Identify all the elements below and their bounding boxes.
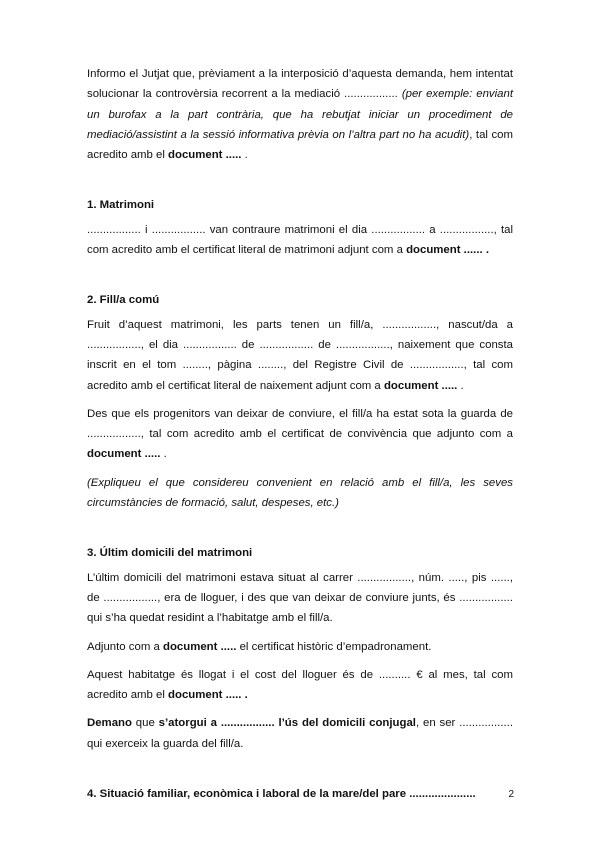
matrimoni-text: ................. i ................. van contraure matrimoni el dia ................. a ................., tal com acredito amb el certificat literal de matrimoni adjunt com a [87, 223, 513, 257]
domicili-text-4a: que [131, 717, 159, 730]
domicili-document-ref-2: document ..... [162, 640, 237, 653]
domicili-paragraph-1: L’últim domicili del matrimoni estava situat al carrer ................., núm. ....., pis ......, de ................., era de lloguer, i des que van deixar de conviure junts, és ................. qui s’ha quedat residint a l’habitatge amb el fill/a. [87, 571, 513, 625]
intro-example-note: (per exemple: enviant un burofax a la part contrària, que ha rebutjat iniciar un procediment de mediació/assistint a la sessió informativa prèvia on l’altra part no ha acudit) [87, 88, 513, 141]
fill-paragraph-1 [87, 315, 513, 396]
domicili-paragraph-4 [87, 713, 513, 754]
intro-text-cont: , tal com acredito amb el [87, 128, 513, 162]
document-body [87, 64, 513, 808]
fill-paragraph-2 [87, 404, 513, 465]
fill-text-1: Fruit d’aquest matrimoni, les parts tenen un fill/a, ................., nascut/da a ................., el dia ................. de ................. de ................., naixement que consta inscrit en el tom ........, pàgina ........, del Registre Civil de ................., tal com acredito amb el certificat literal de naixement adjunt com a [87, 318, 513, 392]
intro-document-ref: document ..... [168, 149, 245, 162]
domicili-request: s’atorgui a ................. l’ús del domicili conjugal [158, 717, 416, 730]
fill-text-2: Des que els progenitors van deixar de conviure, el fill/a ha estat sota la guarda de ................., tal com acredito amb el certificat de convivència que adjunto com a [87, 407, 513, 441]
section-heading-situacio: 4. Situació familiar, econòmica i laboral de la mare/del pare ..................... [87, 788, 476, 801]
section-heading-fill: 2. Fill/a comú [87, 294, 160, 307]
intro-end: . [244, 149, 248, 162]
domicili-text-4b: , en ser ................. qui exerceix la guarda del fill/a. [87, 717, 514, 750]
matrimoni-document-ref: document ...... . [406, 244, 489, 257]
fill-document-ref-1: document ..... [383, 379, 461, 392]
page-number: 2 [508, 789, 514, 800]
domicili-text-2b: el certificat històric d’empadronament. [236, 640, 432, 653]
fill-end-1: . [460, 379, 464, 392]
section-heading-matrimoni: 1. Matrimoni [87, 199, 155, 212]
matrimoni-paragraph [87, 220, 513, 261]
intro-paragraph [87, 64, 513, 165]
domicili-text-3: Aquest habitatge és llogat i el cost del lloguer és de .......... € al mes, tal com acredito amb el [87, 668, 513, 702]
fill-end-2: . [163, 448, 167, 461]
domicili-paragraph-2 [87, 637, 513, 657]
domicili-text-2a: Adjunto com a [87, 640, 163, 653]
domicili-document-ref-3: document ..... . [168, 689, 248, 702]
fill-document-ref-2: document ..... [87, 448, 164, 461]
intro-text: Informo el Jutjat que, prèviament a la interposició d’aquesta demanda, hem intentat solucionar la controvèrsia recorrent a la mediació ................. [87, 68, 513, 101]
domicili-paragraph-3 [87, 665, 513, 706]
demano-label: Demano [87, 717, 132, 730]
section-heading-domicili: 3. Últim domicili del matrimoni [87, 547, 253, 560]
fill-instructions: (Expliqueu el que considereu convenient en relació amb el fill/a, les seves circumstàncies de formació, salut, despeses, etc.) [87, 476, 513, 510]
